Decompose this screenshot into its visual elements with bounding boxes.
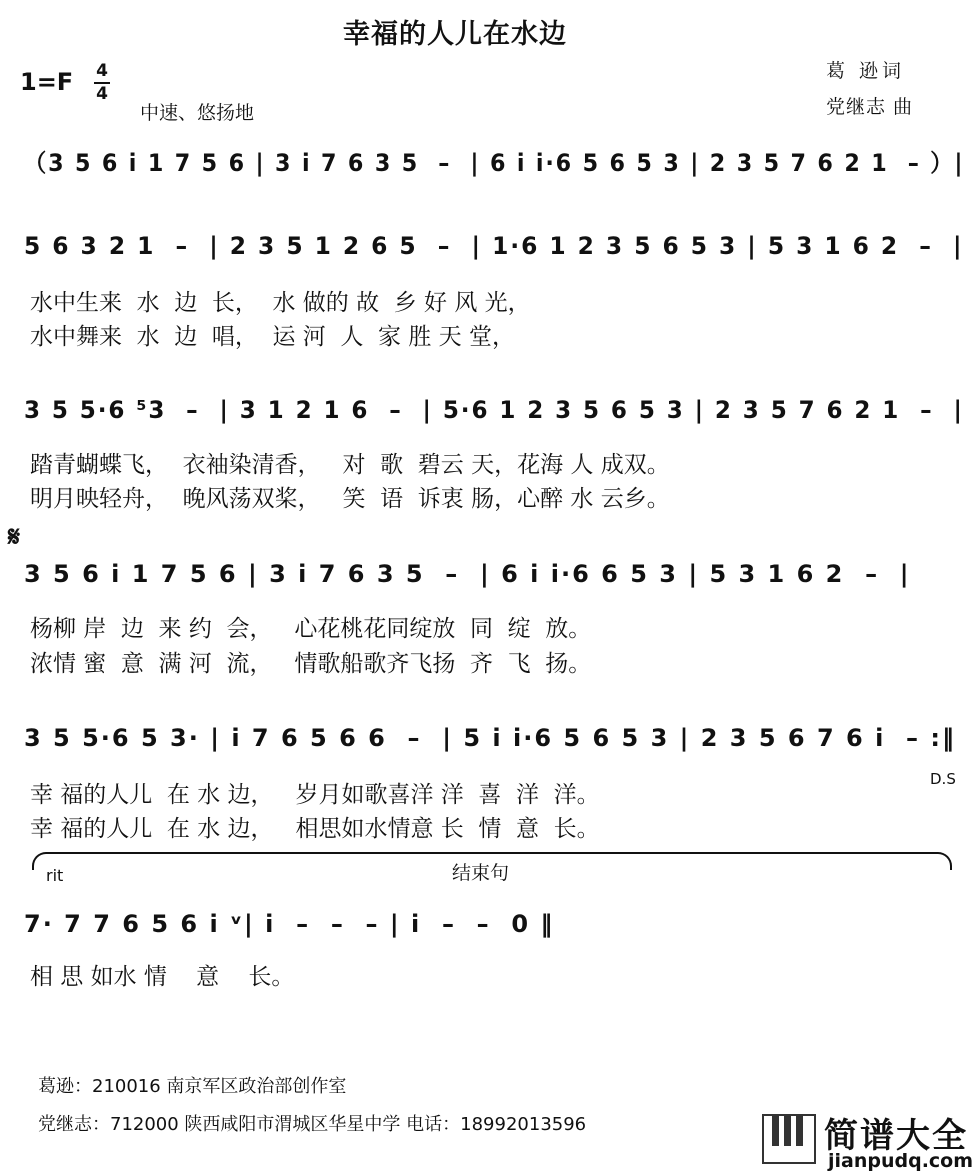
rit-marking: rit — [46, 866, 64, 885]
lyric-line-4a: 杨柳 岸 边 来 约 会， 心花桃花同绽放 同 绽 放。 — [30, 616, 592, 642]
coda-label: 结束句 — [452, 862, 510, 884]
lyric-line-4b: 浓情 蜜 意 满 河 流， 情歌船歌齐飞扬 齐 飞 扬。 — [30, 651, 592, 677]
song-title: 幸福的人儿在水边 — [343, 19, 567, 50]
time-signature — [94, 62, 110, 104]
meter-top: 4 — [96, 61, 108, 81]
lyric-line-2a: 水中生来 水 边 长， 水 做的 故 乡 好 风 光， — [30, 290, 531, 316]
logo-url: jianpudq.com — [828, 1150, 974, 1172]
lyric-line-2b: 水中舞来 水 边 唱， 运 河 人 家 胜 天 堂， — [30, 324, 515, 350]
notes-line: 3 5 6 i 1 7 5 6 | 3 i 7 6 3 5 – | 6 i i·6 6 5 3 | 5 3 1 6 2 – | — [24, 560, 911, 588]
lyric-line-3a: 踏青蝴蝶飞， 衣袖染清香， 对 歌 碧云 天，花海 人 成双。 — [30, 452, 670, 478]
staff-system-4 — [24, 556, 974, 592]
site-logo — [762, 1108, 976, 1174]
piano-icon — [762, 1114, 816, 1164]
key-signature: 1=F — [20, 68, 74, 96]
staff-system-3 — [24, 392, 974, 428]
lyric-line-6: 相 思 如水 情 意 长。 — [30, 964, 295, 990]
notes-line: 3 5 5·6 ⁵3 – | 3 1 2 1 6 – | 5·6 1 2 3 5 6 5 3 | 2 3 5 7 6 2 1 – | — [24, 396, 964, 424]
footer-lyricist-address: 葛逊：210016 南京军区政治部创作室 — [38, 1076, 347, 1097]
lyricist-credit: 葛 逊词 — [826, 60, 906, 82]
notes-line: （3 5 6 i 1 7 5 6 | 3 i 7 6 3 5 – | 6 i i·6 5 6 5 3 | 2 3 5 7 6 2 1 – ）| — [24, 149, 965, 177]
segno-sign: 𝄋 — [8, 520, 21, 553]
lyric-line-5a: 幸 福的人儿 在 水 边， 岁月如歌喜洋 洋 喜 洋 洋。 — [30, 782, 600, 808]
tempo-marking: 中速、悠扬地 — [140, 102, 255, 124]
staff-system-2 — [24, 228, 974, 264]
composer-credit: 党继志 曲 — [826, 96, 914, 118]
da-segno-mark: D.S — [930, 770, 956, 788]
meter-bottom: 4 — [96, 84, 108, 104]
staff-system-1 — [24, 145, 974, 181]
staff-system-5 — [24, 720, 974, 756]
notes-line: 5 6 3 2 1 – | 2 3 5 1 2 6 5 – | 1·6 1 2 3 5 6 5 3 | 5 3 1 6 2 – | — [24, 232, 964, 260]
lyric-line-5b: 幸 福的人儿 在 水 边， 相思如水情意 长 情 意 长。 — [30, 816, 600, 842]
logo-name: 简谱大全 — [824, 1116, 968, 1156]
notes-line: 3 5 5·6 5 3· | i 7 6 5 6 6 – | 5 i i·6 5 6 5 3 | 2 3 5 6 7 6 i – :‖ — [24, 724, 956, 752]
lyric-line-3b: 明月映轻舟， 晚风荡双桨， 笑 语 诉衷 肠，心醉 水 云乡。 — [30, 486, 670, 512]
notes-line: 7· 7 7 6 5 6 i ᵛ| i – – – | i – – 0 ‖ — [24, 910, 555, 938]
staff-system-6 — [24, 906, 974, 942]
footer-composer-address: 党继志：712000 陕西咸阳市渭城区华星中学 电话：18992013596 — [38, 1114, 587, 1135]
